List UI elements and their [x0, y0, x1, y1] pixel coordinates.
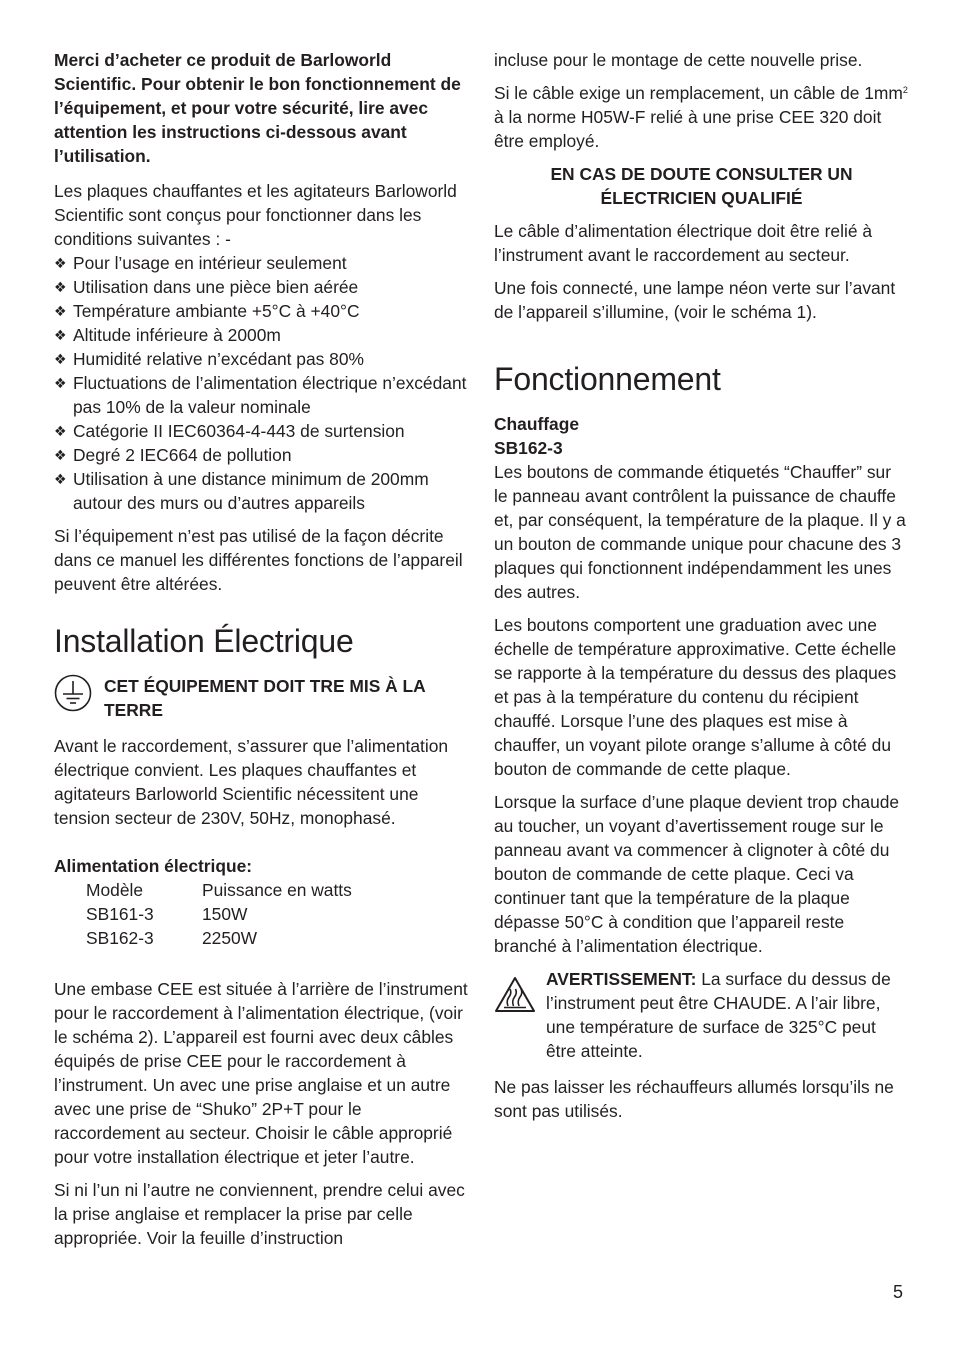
superscript: 2 — [902, 85, 908, 95]
table-row — [86, 902, 469, 926]
conditions-intro: Les plaques chauffantes et les agitateurs Barloworld Scientific sont conçus pour fonctionner dans les conditions suivantes : - — [54, 181, 457, 249]
list-item: ❖ Degré 2 IEC664 de pollution — [54, 445, 292, 465]
bullet-icon: ❖ — [54, 303, 67, 319]
bullet-icon: ❖ — [54, 375, 67, 391]
list-item: ❖ Utilisation dans une pièce bien aérée — [54, 277, 359, 297]
connect-paragraph: Le câble d’alimentation électrique doit être relié à l’instrument avant le raccordement au secteur. — [494, 221, 872, 265]
doubt-notice: EN CAS DE DOUTE CONSULTER UN ÉLECTRICIEN QUALIFIÉ — [550, 164, 853, 208]
table-cell: SB161-3 — [86, 904, 154, 924]
table-cell: SB162-3 — [86, 928, 154, 948]
neither-paragraph: Si ni l’un ni l’autre ne conviennent, prendre celui avec la prise anglaise et remplacer la prise par celle appropriée. Voir la feuille d’instruction — [54, 1180, 465, 1248]
list-item: ❖ Catégorie II IEC60364-4-443 de surtension — [54, 421, 405, 441]
neon-paragraph: Une fois connecté, une lampe néon verte sur l’avant de l’appareil s’illumine, (voir le schéma 1). — [494, 278, 896, 322]
ground-icon — [54, 674, 92, 718]
table-cell: 2250W — [202, 928, 258, 948]
cee-paragraph: Une embase CEE est située à l’arrière de l’instrument pour le raccordement à l’alimentation électrique, (voir le schéma 2). L’appareil est fourni avec deux câbles équipés de prise CEE pour le raccordement à l’instrument. Un avec une prise anglaise et un autre avec une prise de “Shuko” 2P+T pour le raccordement au secteur. Choisir le câble approprié pour votre installation électrique et jeter l’autre. — [54, 979, 468, 1167]
table-cell: 150W — [202, 904, 248, 924]
list-item: ❖ Fluctuations de l’alimentation électrique n’excédant pas 10% de la valeur nominale — [54, 373, 467, 417]
list-item: ❖ Altitude inférieure à 2000m — [54, 325, 281, 345]
bullet-icon: ❖ — [54, 279, 67, 295]
misuse-note: Si l’équipement n’est pas utilisé de la façon décrite dans ce manuel les différentes fonctions de l’appareil peuvent être altérées. — [54, 526, 463, 594]
bullet-icon: ❖ — [54, 423, 67, 439]
left-column — [54, 48, 469, 1259]
hot-surface-warning-icon — [494, 976, 536, 1019]
list-item: ❖ Pour l’usage en intérieur seulement — [54, 253, 347, 273]
operation-heading: Fonctionnement — [494, 361, 721, 397]
ground-warning-text: CET ÉQUIPEMENT DOIT TRE MIS À LA TERRE — [104, 676, 426, 720]
conditions-list — [54, 251, 469, 515]
right-column — [494, 48, 909, 1132]
hot-warning-text: AVERTISSEMENT: La surface du dessus de l’instrument peut être CHAUDE. A l’air libre, une température de surface de 325°C peut être atteinte. — [546, 969, 891, 1061]
cable-paragraph: Si le câble exige un remplacement, un câble de $1mm^2$ à la norme H05W-F relié à une prise CEE 320 doit être employé. — [494, 83, 908, 151]
hot-surface-paragraph: Lorsque la surface d’une plaque devient trop chaude au toucher, un voyant d’avertissement rouge sur le panneau avant va commencer à clignoter à côté du bouton de commande de cette plaque. Ceci va continuer tant que la température de la plaque dépasse 50°C à condition que l’appareil reste branché à l’alimentation électrique. — [494, 792, 900, 956]
bullet-icon: ❖ — [54, 471, 67, 487]
ground-warning — [54, 674, 469, 722]
table-header-model: Modèle — [86, 880, 144, 900]
list-item: ❖ Humidité relative n’excédant pas 80% — [54, 349, 364, 369]
bullet-icon: ❖ — [54, 447, 67, 463]
installation-heading: Installation Électrique — [54, 623, 354, 659]
table-row — [86, 926, 469, 950]
graduation-paragraph: Les boutons comportent une graduation avec une échelle de température approximative. Cette échelle se rapporte à la température du dessus des plaques et pas à la température du contenu du récipient chauffé. Lorsque l’une des plaques est mise à chauffer, un voyant pilote orange s’allume à côté du bouton de commande de cette plaque. — [494, 615, 897, 779]
table-header-power: Puissance en watts — [202, 880, 352, 900]
table-row — [86, 878, 469, 902]
list-item: ❖ Utilisation à une distance minimum de 200mm autour des murs ou d’autres appareils — [54, 469, 429, 513]
bullet-icon: ❖ — [54, 351, 67, 367]
model-heading: SB162-3 — [494, 438, 563, 458]
power-table — [86, 878, 469, 950]
hot-warning — [494, 967, 909, 1063]
final-paragraph: Ne pas laisser les réchauffeurs allumés lorsqu’ils ne sont pas utilisés. — [494, 1077, 894, 1121]
continuation-paragraph: incluse pour le montage de cette nouvelle prise. — [494, 50, 863, 70]
bullet-icon: ❖ — [54, 327, 67, 343]
intro-paragraph: Merci d’acheter ce produit de Barloworld Scientific. Pour obtenir le bon fonctionnement de l’équipement, et pour votre sécurité, lire avec attention les instructions ci-dessous avant l’utilisation. — [54, 50, 461, 166]
power-heading: Alimentation électrique: — [54, 856, 253, 876]
bullet-icon: ❖ — [54, 255, 67, 271]
page-number: 5 — [893, 1282, 904, 1302]
heating-heading: Chauffage — [494, 414, 580, 434]
list-item: ❖ Température ambiante +5°C à +40°C — [54, 301, 360, 321]
heating-paragraph: Les boutons de commande étiquetés “Chauffer” sur le panneau avant contrôlent la puissance de chauffe et, par conséquent, la température de la plaque. Il y a un bouton de commande unique pour chacune des 3 plaques qui fonctionnent indépendamment les unes des autres. — [494, 462, 906, 602]
supply-check-paragraph: Avant le raccordement, s’assurer que l’alimentation électrique convient. Les plaques chauffantes et agitateurs Barloworld Scientific nécessitent une tension secteur de 230V, 50Hz, monophasé. — [54, 736, 449, 828]
